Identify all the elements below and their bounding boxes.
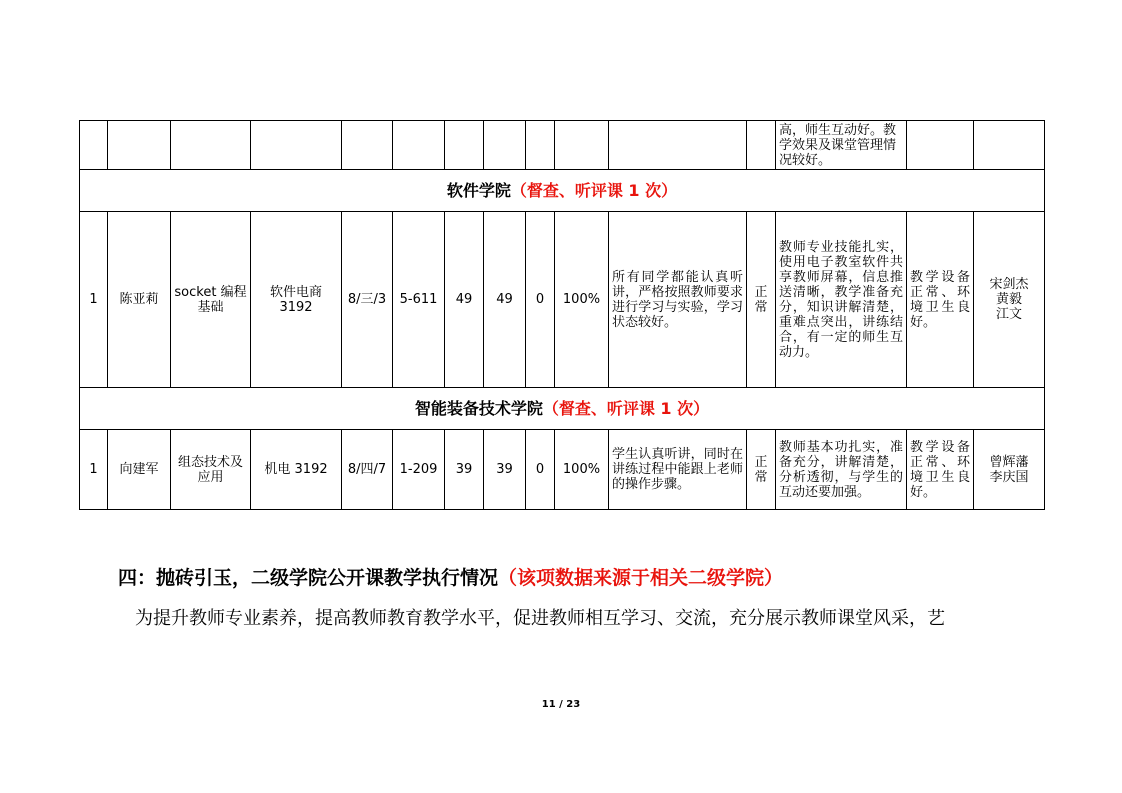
environment-comment: 教学设备正常、环境卫生良好。 — [907, 212, 974, 388]
students-absent: 0 — [526, 430, 555, 510]
table-row — [80, 121, 1045, 170]
row-number: 1 — [80, 212, 108, 388]
attendance-rate: 100% — [555, 430, 609, 510]
classroom: 1-209 — [393, 430, 445, 510]
body-paragraph: 为提升教师专业素养，提高教师教育教学水平，促进教师相互学习、交流，充分展示教师课堂风采，艺 — [135, 608, 945, 629]
teaching-comment-cell: 高，师生互动好。教学效果及课堂管理情况较好。 — [776, 121, 907, 170]
section-note: （督查、听评课 1 次） — [542, 398, 710, 418]
class-order: 正常 — [754, 454, 768, 485]
learning-status: 学生认真听讲，同时在讲练过程中能跟上老师的操作步骤。 — [609, 430, 747, 510]
table-row — [80, 430, 1045, 510]
inspector-name: 宋剑杰 — [989, 277, 1029, 292]
class-name: 软件电商 3192 — [251, 212, 342, 388]
students-absent: 0 — [526, 212, 555, 388]
section-header-row — [80, 170, 1045, 212]
section-title: 智能装备技术学院 — [414, 398, 543, 418]
inspector-name: 李庆国 — [989, 469, 1029, 485]
class-time: 8/四/7 — [342, 430, 393, 510]
class-order: 正常 — [754, 284, 768, 315]
evaluation-table — [79, 120, 1045, 510]
course-name: 组态技术及应用 — [171, 430, 251, 510]
heading-note: （该项数据来源于相关二级学院） — [498, 567, 784, 589]
heading-main: 四：抛砖引玉，二级学院公开课教学执行情况 — [118, 567, 499, 589]
inspectors — [974, 430, 1045, 510]
class-time: 8/三/3 — [342, 212, 393, 388]
students-present: 49 — [484, 212, 526, 388]
environment-comment: 教学设备正常、环境卫生良好。 — [907, 430, 974, 510]
class-name: 机电 3192 — [251, 430, 342, 510]
section-header-row — [80, 388, 1045, 430]
inspectors — [974, 212, 1045, 388]
inspector-name: 曾辉藩 — [989, 454, 1029, 470]
course-name: socket 编程基础 — [171, 212, 251, 388]
students-present: 39 — [484, 430, 526, 510]
section-note: （督查、听评课 1 次） — [510, 180, 678, 200]
teacher-name: 陈亚莉 — [108, 212, 171, 388]
inspector-name: 江文 — [995, 307, 1022, 322]
learning-status: 所有同学都能认真听讲，严格按照教师要求进行学习与实验，学习状态较好。 — [609, 212, 747, 388]
table-row — [80, 212, 1045, 388]
inspector-name: 黄毅 — [995, 292, 1022, 307]
attendance-rate: 100% — [555, 212, 609, 388]
section-heading — [118, 563, 783, 590]
students-expected: 49 — [445, 212, 484, 388]
teaching-comment-cell: 教师专业技能扎实，使用电子教室软件共享教师屏幕，信息推送清晰，教学准备充分，知识讲解清楚，重难点突出，讲练结合，有一定的师生互动力。 — [776, 212, 907, 388]
page-number: 11 / 23 — [541, 699, 581, 710]
section-title: 软件学院 — [446, 180, 511, 200]
teaching-comment-cell: 教师基本功扎实，准备充分，讲解清楚，分析透彻，与学生的互动还要加强。 — [776, 430, 907, 510]
row-number: 1 — [80, 430, 108, 510]
students-expected: 39 — [445, 430, 484, 510]
teacher-name: 向建军 — [108, 430, 171, 510]
classroom: 5-611 — [393, 212, 445, 388]
